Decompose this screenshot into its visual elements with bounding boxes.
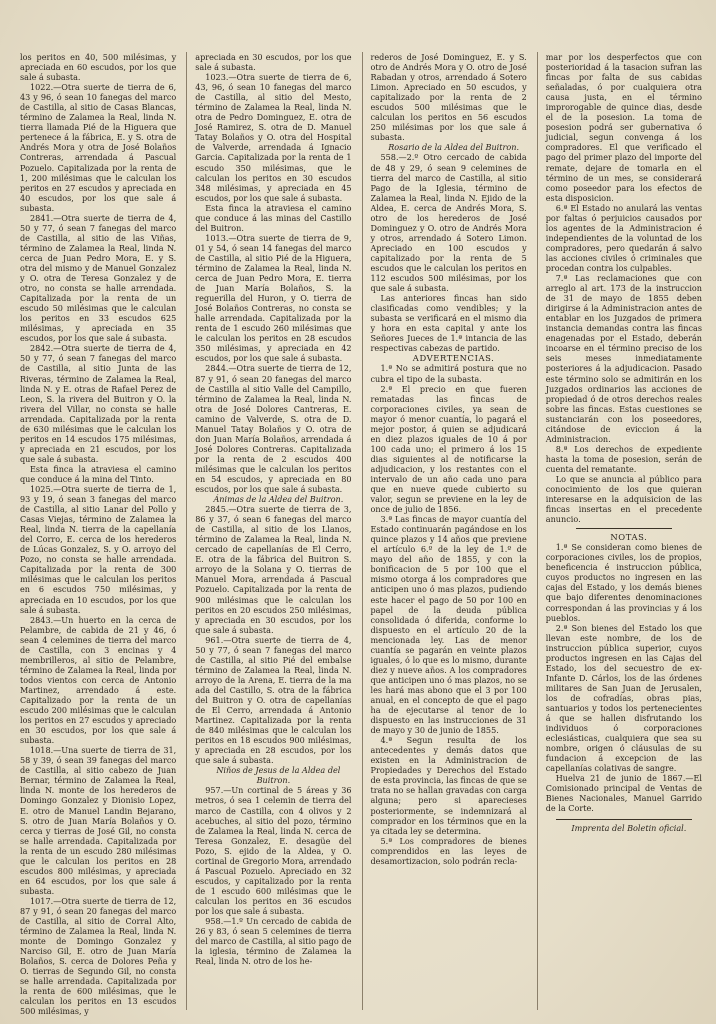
paragraph: 558.—2.º Otro cercado de cabida de 48 y 29, ó sean 9 celemines de tierra del marco de Castilla, al sitio Pago de la Iglesia, término de Zalamea la Real, linda N. Ejido de la Aldea, E. cerca de Andrés Mora, S. otro de los herederos de José Dominguez y O. otro de Andrés Mora y otros, arrendado á Sotero Limon. Apreciado en 100 escudos y capitalizado por la renta de 5 escudos que le calculan los peritos en 112 escudos 500 milésimas, por los que sale á subasta. [370, 152, 527, 294]
paragraph: 7.ª Las reclamaciones que con arreglo al art. 173 de la instruccion de 31 de mayo de 1855 deben dirigirse á la Administracion antes de entablar en los Juzgados de primera instancia demandas contra las fincas enagenadas por el Estado, deberán incoarse en el término preciso de los seis meses inmediatamente posteriores á la adjudicacion. Pasado este término solo se admitirán en los Juzgados ordinarios las acciones de propiedad ó de otros derechos reales sobre las fincas. Estas cuestiones se sustanciarán con los poseedores, citándose de eviccion á la Administracion. [545, 273, 702, 444]
paragraph: 2844.—Otra suerte de tierra de 12, 87 y 91, ó sean 20 fanegas del marco de Castilla al sitio Valle del Campillo, término de Zalamea la Real, linda N. otra de José Dolores Cantreras, E. camino de Valverde, S. otra de D. Manuel Tatay Bolaños y O. otra de don Juan María Bolaños, arrendada á José Dolores Contreras. Capitalizada por la renta de 2 escudos 400 milésimas que le calculan los peritos en 54 escudos, y apreciada en 80 escudos, por los que sale á subasta. [195, 363, 352, 495]
column-4 [537, 52, 702, 1010]
paragraph: 1025.—Otra suerte de tierra de 1, 93 y 19, ó sean 3 fanegas del marco de Castilla, al sitio Lanar del Pollo y Casas Viejas, término de Zalamea la Real, linda N. tierra de la capellanía del Corro, E. cerca de los herederos de Lúcas Gonzalez, S. y O. arroyo del Pozo, no consta se halle arrendada. Capitalizada por la renta de 300 milésimas que le calculan los peritos en 6 escudos 750 milésimas, y apreciada en 10 escudos, por los que sale á subasta. [20, 484, 177, 615]
paragraph: 961.—Otra suerte de tierra de 4, 50 y 77, ó sean 7 fanegas del marco de Castilla, al sitio Pié del embalse término de Zalamea la Real, linda N. arroyo de la Arena, E. tierra de la ma ada del Castillo, S. otra de la fábrica del Buitron y O. otra de capellanías de El Cerro, arrendada á Antonio Martinez. Capitalizada por la renta de 840 milésimas que le calculan los peritos en 18 escudos 900 milésimas, y apreciada en 28 escudos, por los que sale á subasta. [195, 634, 352, 766]
paragraph: 1022.—Otra suerte de tierra de 6, 43 y 96, ó sean 10 fanegas del marco de Castilla, al sitio de Casas Blancas, término de Zalamea la Real, linda N. tierra llamada Pié de la Higuera que pertenece á la fábrica, E. y S. otra de Andrés Mora y otra de José Bolaños Contreras, arrendada á Pascual Pozuelo. Capitalizada por la renta de 1, 200 milésimas que le calculan los peritos en 27 escudos y apreciada en 40 escudos, por los que sale á subasta. [20, 82, 177, 213]
paragraph: mar por los desperfectos que con posterioridad á la tasacion sufran las fincas por falta de sus cabidas señaladas, ó por cualquiera otra causa justa, en el término improrogable de quince dias, desde el de la posesion. La toma de posesion podrá ser gubernativa ó judicial, segun convenga á los compradores. El que verificado el pago del primer plazo del importe del remate, dejare de tomarla en el término de un mes, se considerará como poseedor para los efectos de esta disposicion. [545, 52, 702, 203]
paragraph: apreciada en 30 escudos, por los que sale á subasta. [195, 52, 352, 73]
column-2 [186, 52, 351, 1010]
paragraph: 2.ª Son bienes del Estado los que llevan este nombre, de los de instruccion pública superior, cuyos productos ingresen en las Cajas del Estado, los del secuestro de ex-Infante D. Cárlos, los de las órdenes militares de San Juan de Jerusalen, los de cofradías, obras pias, santuarios y todos los pertenecientes á que se hallen disfrutando los individuos ó corporaciones eclesiásticas, cualquiera que sea su nombre, origen ó cláusulas de su fundacion á excepcion de las capellanías colativas de sangre. [545, 622, 702, 774]
paragraph: 5.ª Los compradores de bienes comprendidos en las leyes de desamortizacion, solo podrán recla- [370, 835, 527, 866]
paragraph: Las anteriores fincas han sido clasificadas como vendibles; y la subasta se verificará en el mismo dia y hora en esta capital y ante los Señores Jueces de 1.ª intancia de las respectivas cabezas de partido. [370, 293, 527, 354]
paragraph: 2845.—Otra suerte de tierra de 3, 86 y 37, ó sean 6 fanegas del marco de Castilla, al sitio de los Llanos, término de Zalamea la Real, linda N. cercado de capellanías de El Cerro, E. otra de la fábrica del Buitron S. arroyo de la Solana y O. tierras de Manuel Mora, arrendada á Pascual Pozuelo. Capitalizada por la renta de 900 milésimas que le calculan los peritos en 20 escudos 250 milésimas, y apreciada en 30 escudos, por los que sale á subasta. [195, 504, 352, 635]
column-container [20, 52, 702, 1017]
paragraph: 2.ª El precio en que fueren rematadas las fincas de corporaciones civiles, ya sean de mayor ó menor cuantía, lo pagará el mejor postor, á quien se adjudicará en diez plazos iguales de 10 á por 100 cada uno; el primero á los 15 dias siguientes al de notificarse la adjudicacion, y los restantes con el intervalo de un año cada uno para que en nueve quede cubierto su valor, segun se previene en la ley de once de julio de 1856. [370, 383, 527, 515]
subsection-heading: Rosario de la Aldea del Buitron. [388, 142, 520, 153]
paragraph: 1.ª Se consideran como bienes de corporaciones civiles, los de propios, beneficencia é instruccion pública, cuyos productos no ingresen en las cajas del Estado, y los demás bienes que bajo diferentes denominaciones correspondan á las provincias y á los pueblos. [545, 542, 702, 623]
subsection-heading: Niños de Jesus de la Aldea del Buitron. [216, 765, 341, 786]
section-heading: NOTAS. [610, 532, 648, 543]
column-3 [362, 52, 527, 1010]
paragraph: 1.ª No se admitirá postura que no cubra el tipo de la subasta. [370, 363, 527, 384]
paragraph: Esta finca la atraviesa el camino que conduce á las minas del Castillo del Buitron. [195, 202, 352, 233]
paragraph: 958.—1.º Un cercado de cabida de 26 y 83, ó sean 5 celemines de tierra del marco de Castilla, al sitio pago de la iglesia, término de Zalamea la Real, linda N. otro de los he- [195, 916, 352, 967]
paragraph: Esta finca la atraviesa el camino que conduce á la mina del Tinto. [20, 463, 177, 484]
paragraph: 1023.—Otra suerte de tierra de 6, 43, 96, ó sean 10 fanegas del marco de Castilla, al sitio del Mesto, término de Zalamea la Real, linda N. otra de Pedro Dominguez, E. otra de José Ramirez, S. otra de D. Manuel Tatay Bolaños y O. otra del Hospital de Valverde, arrendada á Ignacio Garcia. Capitalizada por la renta de 1 escudo 350 milésimas, que le calculan los peritos en 30 escudos 348 milésimas, y apreciada en 45 escudos, por los que sale á subasta. [195, 72, 352, 203]
paragraph: 1017.—Otra suerte de tierra de 12, 87 y 91, ó sean 20 fanegas del marco de Castilla, al sitio de Corral Alto, término de Zalamea la Real, linda N. monte de Domingo Gonzalez y Narciso Gil, E. otro de Juan María Bolaños, S. cerca de Dolores Peña y O. tierras de Segundo Gil, no consta se halle arrendada. Capitalizada por la renta de 600 milésimas, que le calculan los peritos en 13 escudos 500 milésimas, y [20, 895, 177, 1017]
paragraph: Huelva 21 de junio de 1867.—El Comisionado principal de Ventas de Bienes Nacionales, Manuel Garrido de la Corte. [545, 773, 702, 814]
paragraph: 2843.—Un huerto en la cerca de Pelambre, de cabida de 21 y 46, ó sean 4 celemines de tierra del marco de Castilla, con 3 encinas y 4 membrilleros, al sitio de Pelambre, término de Zalamea la Real, linda por todos vientos con cerca de Antonio Martinez, arrendado á este. Capitalizado por la renta de un escudo 200 milésimas que le calculan los peritos en 27 escudos y apreciado en 30 escudos, por los que sale á subasta. [20, 614, 177, 746]
paragraph: 3.ª Las fincas de mayor cuantía del Estado continuarán pagándose en los quince plazos y 14 años que previene el artículo 6.º de la ley de 1.º de mayo del año de 1855, y con la bonificacion de 5 por 100 que el mismo otorga á los compradores que anticipen uno ó mas plazos, pudiendo este hacer el pago de 50 por 100 en papel de la deuda pública consolidada ó diferida, conforme lo dispuesto en el artículo 20 de la mencionada ley. Las de menor cuantía se pagarán en veinte plazos iguales, ó lo que es lo mismo, durante diez y nueve años. A los compradores que anticipen uno ó mas plazos, no se les hará mas abono que el 3 por 100 anual, en el concepto de que el pago ha de ejecutarse al tenor de lo dispuesto en las instrucciones de 31 de mayo y 30 de junio de 1855. [370, 514, 527, 736]
paragraph: 6.ª El Estado no anulará las ventas por faltas ó perjuicios causados por los agentes de la Administracion é independientes de la voluntad de los compradores, pero quedarán á salvo las acciones civiles ó criminales que procedan contra los culpables. [545, 202, 702, 273]
paragraph: 2842.—Otra suerte de tierra de 4, 50 y 77, ó sean 7 fanegas del marco de Castilla, al sitio Junta de las Riveras, término de Zalamea la Real, linda N. y E. otras de Rafael Perez de Leon, S. la rivera del Buitron y O. la rivera del Villar, no consta se halle arrendada. Capitalizada por la renta de 630 milésimas que le calculan los peritos en 14 escudos 175 milésimas, y apreciada en 21 escudos, por los que sale á subasta. [20, 343, 177, 464]
paragraph: 8.ª Los derechos de expediente hasta la toma de posesion, serán de cuenta del rematante. [545, 443, 702, 474]
paragraph: 1013.—Otra suerte de tierra de 9, 01 y 54, ó sean 14 fanegas del marco de Castilla, al sitio Pié de la Higuera, término de Zalamea la Real, linda N. cerca de Juan Pedro Mora, E. tierra de Juan María Bolaños, S. la reguerilla del Huron, y O. tierra de José Bolaños Contreras, no consta se halle arrendada. Capitalizada por la renta de 1 escudo 260 milésimas que le calculan los peritos en 28 escudos 350 milésimas, y apreciada en 42 escudos, por los que sale á subasta. [195, 232, 352, 364]
paragraph: 2841.—Otra suerte de tierra de 4, 50 y 77, ó sean 7 fanegas del marco de Castilla, al sitio de las Viñas, término de Zalamea la Real, linda N. cerca de Juan Pedro Mora, E. y S. otra del mismo y de Manuel Gonzalez y O. otra de Teresa Gonzalez y de otro, no consta se halle arrendada. Capitalizada por la renta de un escudo 50 milésimas que le calculan los peritos en 33 escudos 625 milésimas, y apreciada en 35 escudos, por los que sale á subasta. [20, 212, 177, 344]
divider-rule [576, 528, 672, 529]
paragraph: Lo que se anuncia al público para conocimiento de los que quieran interesarse en la adquisicion de las fincas insertas en el precedente anuncio. [545, 473, 702, 525]
paragraph: los peritos en 40, 500 milésimas, y apreciada en 60 escudos, por los que sale á subasta. [20, 52, 177, 83]
paragraph: 4.ª Segun resulta de los antecedentes y demás datos que existen en la Administracion de Propiedades y Derechos del Estado de esta provincia, las fincas de que se trata no se hallan gravadas con carga alguna; pero si aparecieses posteriormente, se indemnizará al comprador en los términos que en la ya citada ley se determina. [370, 735, 527, 836]
paragraph: 1018.—Una suerte de tierra de 31, 58 y 39, ó sean 39 fanegas del marco de Castilla, al sitio cabezo de Juan Bernar, término de Zalamea la Real, linda N. monte de los herederos de Domingo Gonzalez y Dionisio Lopez, E. otro de Manuel Landin Bejarano, S. otro de Juan María Bolaños y O. cerca y tierras de José Gil, no consta se halle arrendada. Capitalizada por la renta de un escudo 280 milésimas que le calculan los peritos en 28 escudos 800 milésimas, y apreciada en 64 escudos, por los que sale á subasta. [20, 745, 177, 896]
section-heading: ADVERTENCIAS. [412, 353, 495, 364]
imprint-line: Imprenta del Boletin oficial. [571, 822, 687, 833]
paragraph: 957.—Un cortinal de 5 áreas y 36 metros, ó sea 1 celemin de tierra del marco de Castilla, con 4 olivos y 2 acebuches, al sitio del pozo, término de Zalamea la Real, linda N. cerca de Teresa Gonzalez, E. desagüe del Pozo, S. ejido de la Aldea, y O. cortinal de Gregorio Mora, arrendado á Pascual Pozuelo. Apreciado en 32 escudos, y capitalizado por la renta de 1 escudo 600 milésimas que le calculan los peritos en 36 escudos por los que sale á subasta. [195, 785, 352, 916]
divider-rule [556, 819, 692, 820]
subsection-heading: Ánimas de la Aldea del Buitron. [213, 494, 344, 505]
column-1 [20, 52, 177, 1017]
paragraph: rederos de José Dominguez, E. y S. otro de Andrés Mora y O. otro de José Rabadan y otros, arrendado á Sotero Limon. Apreciado en 50 escudos, y capitalizado por la renta de 2 escudos 500 milésimas que le calculan los peritos en 56 escudos 250 milésimas por los que sale á subasta. [370, 52, 527, 143]
